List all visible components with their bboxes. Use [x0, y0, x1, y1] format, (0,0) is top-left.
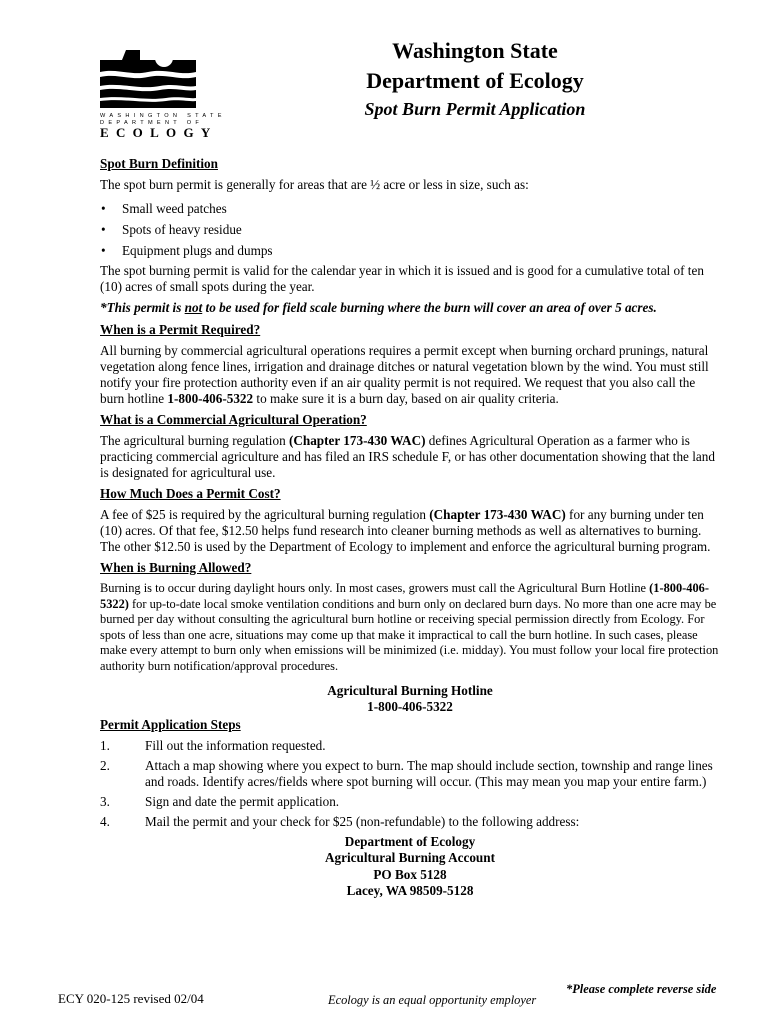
required-text-b: to make sure it is a burn day, based on air quality criteria. — [253, 391, 559, 406]
ecology-logo-graphic — [100, 46, 206, 110]
section-permit-required — [100, 322, 720, 407]
warning-emphasis: not — [184, 300, 203, 315]
title-line-2: Department of Ecology — [366, 68, 584, 93]
list-item — [100, 738, 720, 754]
form-id: ECY 020-125 revised 02/04 — [58, 991, 204, 1006]
commercial-operation-text — [100, 433, 720, 481]
list-item — [100, 814, 720, 830]
warning-text-a: *This permit is — [100, 300, 185, 315]
logo-text-state: WASHINGTON STATE — [100, 113, 226, 119]
document-body — [100, 156, 720, 900]
commercial-text-b: defines Agricultural Operation as a farmer who is practicing commercial agriculture and has filed an IRS schedule F, or has other documentation showing that the land is designated for agricultural use. — [100, 433, 715, 480]
hotline-number: (1-800-406-5322) — [100, 581, 709, 611]
title-line-1: Washington State — [392, 38, 558, 63]
mailing-address — [100, 834, 720, 900]
section-definition — [100, 156, 720, 316]
step-text: Attach a map showing where you expect to burn. The map should include section, township and range lines and roads. Identify acres/fields where spot burning will occur. (This may mean you map your entire farm.) — [145, 757, 713, 789]
list-item: • Small weed patches — [100, 198, 720, 219]
step-number: 1. — [100, 737, 110, 753]
required-text-a: All burning by commercial agricultural operations requires a permit except when burning orchard prunings, natural vegetation along fence lines, irrigation and drainage ditches or natural vegetation blown by the wind. You must still notify your fire protection authority even if an air quality permit is not required. We request that you also call the burn hotline — [100, 343, 709, 406]
chapter-reference: (Chapter 173-430 WAC) — [288, 433, 426, 448]
step-number: 2. — [100, 757, 110, 773]
section-burning-allowed — [100, 560, 720, 675]
allowed-text-a: Burning is to occur during daylight hours only. In most cases, growers must call the Agricultural Burn Hotline — [100, 581, 650, 595]
cost-text-a: A fee of $25 is required by the agricultural burning regulation — [100, 507, 430, 522]
definition-bullet-list — [100, 198, 720, 261]
allowed-text-b: for up-to-date local smoke ventilation conditions and burn only on declared burn days. No more than one acre may be burned per day without consulting the agricultural burn hotline or receiving special permission directly from Ecology. For spots of less than one acre, situations may come up that make it impractical to call the burn hotline. In such cases, please make every attempt to burn only when emissions will be minimized (i.e. midday). You must follow your local fire protection authority burn notification/approval procedures. — [100, 596, 719, 673]
permit-cost-text — [100, 507, 720, 555]
section-application-steps — [100, 717, 720, 830]
step-number: 4. — [100, 813, 110, 829]
hotline-number: 1-800-406-5322 — [167, 391, 254, 406]
definition-intro: The spot burn permit is generally for areas that are ½ acre or less in size, such as: — [100, 177, 529, 192]
step-number: 3. — [100, 793, 110, 809]
step-text: Sign and date the permit application. — [145, 793, 340, 809]
section-permit-cost — [100, 486, 720, 555]
burning-allowed-text — [100, 581, 720, 675]
commercial-text-a: The agricultural burning regulation — [100, 433, 289, 448]
address-line-3: PO Box 5128 — [373, 866, 447, 882]
hotline-callout — [100, 683, 720, 715]
field-scale-warning — [100, 300, 720, 316]
document-header — [330, 36, 620, 121]
logo-text-ecology: ECOLOGY — [100, 125, 218, 140]
list-item — [100, 794, 720, 810]
list-item — [100, 758, 720, 790]
heading-permit-required: When is a Permit Required? — [100, 322, 261, 337]
step-text: Fill out the information requested. — [145, 737, 326, 753]
logo-text-department: DEPARTMENT OF — [100, 120, 204, 126]
warning-text-b: to be used for field scale burning where the burn will cover an area of over 5 acres. — [202, 300, 657, 315]
definition-validity: The spot burning permit is valid for the calendar year in which it is issued and is good for a cumulative total of ten (10) acres of small spots during the year. — [100, 263, 704, 294]
heading-burning-allowed: When is Burning Allowed? — [100, 560, 252, 575]
list-item: • Equipment plugs and dumps — [100, 240, 720, 261]
ecology-logo — [100, 46, 226, 140]
address-line-4: Lacey, WA 98509-5128 — [346, 883, 474, 899]
list-item: • Spots of heavy residue — [100, 219, 720, 240]
cost-text-b: for any burning under ten (10) acres. Of that fee, $12.50 helps fund research into cleaner burning methods as well as alternatives to burning. The other $12.50 is used by the Department of Ecology to implement and enforce the agricultural burning program. — [100, 507, 711, 554]
hotline-callout-number: 1-800-406-5322 — [367, 698, 453, 714]
step-text: Mail the permit and your check for $25 (non-refundable) to the following address: — [145, 813, 580, 829]
heading-spot-burn-definition: Spot Burn Definition — [100, 156, 218, 171]
equal-opportunity-note: Ecology is an equal opportunity employer — [328, 993, 537, 1007]
reverse-side-note: *Please complete reverse side — [566, 982, 717, 996]
document-subtitle: Spot Burn Permit Application — [364, 99, 586, 119]
section-commercial-operation — [100, 412, 720, 481]
address-line-1: Department of Ecology — [344, 833, 476, 849]
steps-list — [100, 738, 720, 830]
hotline-title: Agricultural Burning Hotline — [327, 682, 493, 698]
chapter-reference: (Chapter 173-430 WAC) — [429, 507, 566, 522]
address-line-2: Agricultural Burning Account — [325, 850, 495, 866]
heading-application-steps: Permit Application Steps — [100, 716, 241, 732]
permit-required-text — [100, 343, 720, 407]
heading-commercial-operation: What is a Commercial Agricultural Operation? — [100, 412, 367, 427]
heading-permit-cost: How Much Does a Permit Cost? — [100, 486, 281, 501]
